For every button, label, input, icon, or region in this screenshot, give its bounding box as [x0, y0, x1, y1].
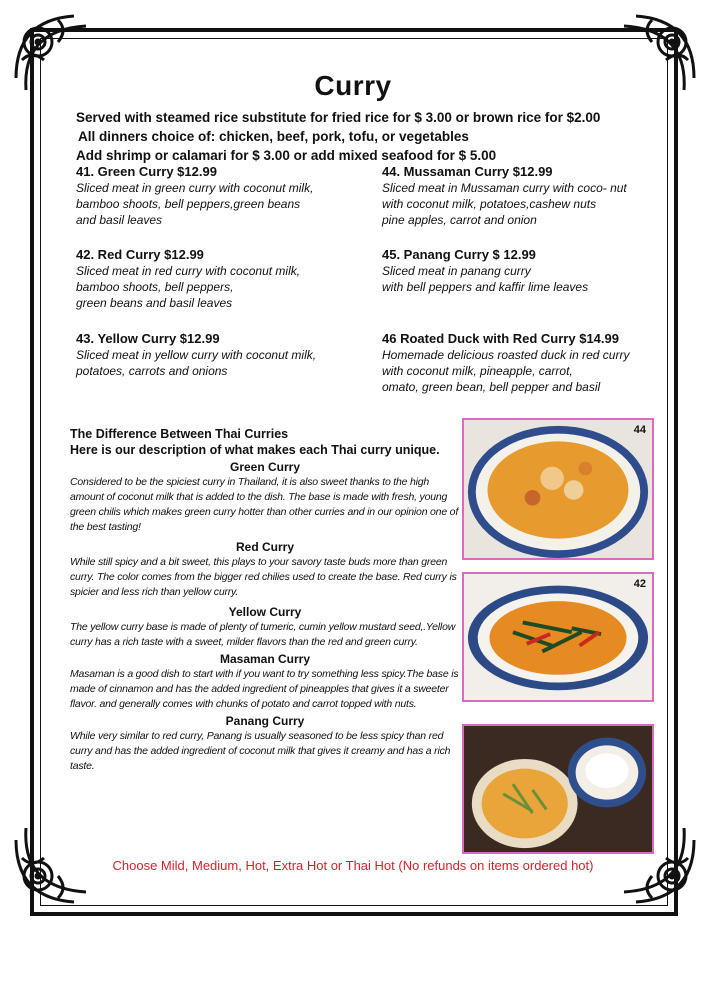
menu-item-description: Homemade delicious roasted duck in red curry with coconut milk, pineapple, carrot, omato, green bean, bell pepper and basil	[382, 348, 630, 394]
menu-item-yellow-curry	[76, 330, 366, 379]
curry-type-title: Green Curry	[229, 460, 301, 474]
menu-intro	[76, 108, 636, 165]
menu-item-panang-curry	[382, 246, 682, 295]
curry-type-description: Considered to be the spiciest curry in Thailand, it is also sweet thanks to the high amount of coconut milk that is added to the dish. The base is made with fresh, young green chilis which makes green curry hotter than other curries and in our opinion one of the best tasting!	[70, 476, 459, 533]
menu-item-description: Sliced meat in red curry with coconut milk, bamboo shoots, bell peppers, green beans and basil leaves	[76, 264, 301, 310]
curry-type-description: Masaman is a good dish to start with if you want to try something less spicy.The base is made of cinnamon and has the added ingredient of pineapples that gives it a sweeter flavor. and generally comes with chunks of potato and carrot topped with nuts.	[70, 668, 459, 710]
spice-level-notice: Choose Mild, Medium, Hot, Extra Hot or Thai Hot (No refunds on items ordered hot)	[112, 858, 594, 873]
intro-line-protein: All dinners choice of: chicken, beef, pork, tofu, or vegetables	[78, 129, 469, 144]
curry-type-description: While very similar to red curry, Panang is usually seasoned to be less spicy than red curry and has the added ingredient of coconut milk that gives it creamy and has a rich taste.	[70, 730, 451, 772]
section-heading: The Difference Between Thai Curries	[70, 427, 289, 441]
curry-type-title: Yellow Curry	[228, 605, 302, 619]
menu-item-red-curry	[76, 246, 366, 311]
curry-differences-section	[70, 426, 460, 774]
curry-type-title: Panang Curry	[225, 714, 305, 728]
menu-item-roasted-duck-curry	[382, 330, 682, 395]
intro-line-rice: Served with steamed rice substitute for fried rice for $ 3.00 or brown rice for $2.00	[76, 110, 601, 125]
curry-photo-rice-set	[462, 724, 654, 854]
intro-line-seafood: Add shrimp or calamari for $ 3.00 or add mixed seafood for $ 5.00	[76, 148, 497, 163]
curry-type-description: The yellow curry base is made of plenty of tumeric, cumin yellow mustard seed,.Yellow curry has a rich taste with a sweet, milder flavors than the red and green curry.	[70, 621, 456, 648]
menu-item-name: 43. Yellow Curry $12.99	[76, 331, 220, 346]
menu-item-green-curry	[76, 163, 366, 228]
menu-item-name: 44. Mussaman Curry $12.99	[382, 164, 553, 179]
menu-item-description: Sliced meat in panang curry with bell peppers and kaffir lime leaves	[382, 264, 589, 294]
curry-photo-42	[462, 572, 654, 702]
menu-item-description: Sliced meat in green curry with coconut milk, bamboo shoots, bell peppers,green beans and basil leaves	[76, 181, 314, 227]
curry-type-title: Masaman Curry	[219, 652, 311, 666]
section-subheading: Here is our description of what makes each Thai curry unique.	[70, 443, 440, 457]
menu-item-name: 42. Red Curry $12.99	[76, 247, 204, 262]
menu-item-description: Sliced meat in Mussaman curry with coco- nut with coconut milk, potatoes,cashew nuts pine apples, carrot and onion	[382, 181, 627, 227]
menu-item-name: 45. Panang Curry $ 12.99	[382, 247, 536, 262]
menu-item-description: Sliced meat in yellow curry with coconut milk, potatoes, carrots and onions	[76, 348, 317, 378]
curry-type-title: Red Curry	[235, 540, 294, 554]
photo-number: 44	[633, 424, 646, 436]
page-title: Curry	[314, 70, 392, 101]
menu-item-mussaman-curry	[382, 163, 682, 228]
menu-item-name: 41. Green Curry $12.99	[76, 164, 217, 179]
menu-item-name: 46 Roated Duck with Red Curry $14.99	[382, 331, 619, 346]
curry-type-description: While still spicy and a bit sweet, this plays to your savory taste buds more than green curry. The color comes from the bigger red chilies used to create the base. Red curry is spicier and less rich than yellow curry.	[70, 556, 457, 598]
curry-photo-44	[462, 418, 654, 560]
photo-number: 42	[633, 578, 646, 590]
